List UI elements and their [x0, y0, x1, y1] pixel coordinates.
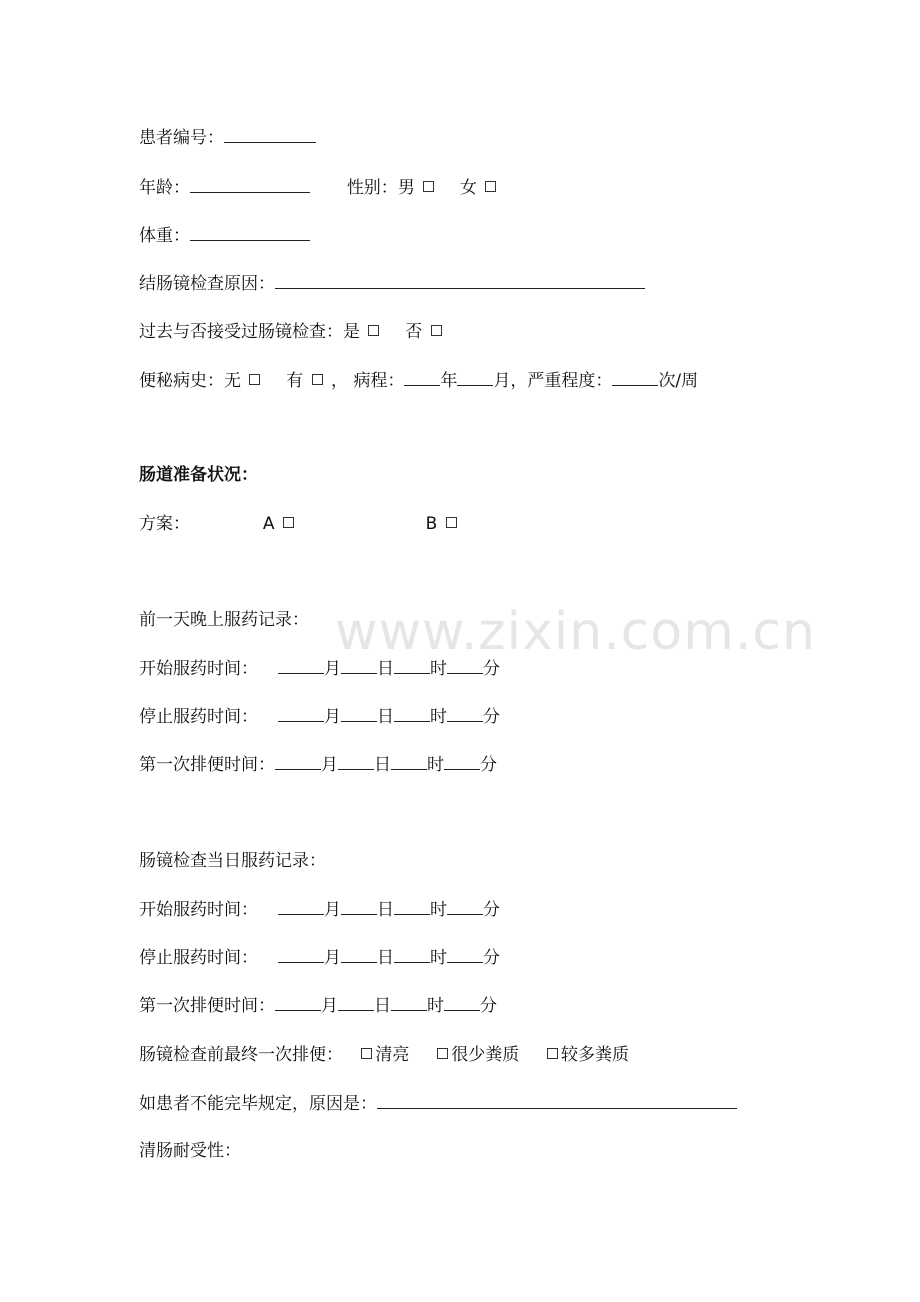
female-checkbox[interactable] [485, 181, 496, 192]
minute-field[interactable] [444, 993, 480, 1011]
hour-field[interactable] [394, 704, 430, 722]
plan-a-checkbox[interactable] [283, 517, 294, 528]
have-label: 有 [286, 371, 304, 391]
month-field[interactable] [275, 993, 321, 1011]
prior-exam-label: 过去与否接受过肠镜检查： [139, 322, 343, 342]
month-unit: 月 [324, 900, 341, 920]
minute-unit: 分 [483, 707, 500, 727]
prior-exam-row [139, 320, 445, 344]
hour-unit: 时 [427, 755, 444, 775]
more-stool-label: 较多粪质 [561, 1045, 630, 1065]
age-sex-row [139, 175, 499, 200]
hour-field[interactable] [394, 945, 430, 963]
hour-field[interactable] [391, 752, 427, 770]
weight-label: 体重： [139, 226, 190, 246]
day-field[interactable] [338, 752, 374, 770]
hour-field[interactable] [394, 897, 430, 915]
minute-field[interactable] [444, 752, 480, 770]
day-unit: 日 [377, 948, 394, 968]
minute-unit: 分 [483, 659, 500, 679]
month-field[interactable] [278, 945, 324, 963]
course-year-field[interactable] [404, 368, 440, 386]
little-stool-label: 很少粪质 [451, 1045, 520, 1065]
minute-unit: 分 [480, 755, 497, 775]
age-field[interactable] [190, 175, 310, 193]
comma: ， [331, 371, 349, 391]
day-field[interactable] [341, 704, 377, 722]
course-month-field[interactable] [457, 368, 493, 386]
day-unit: 日 [377, 707, 394, 727]
month-field[interactable] [278, 704, 324, 722]
month-field[interactable] [278, 897, 324, 915]
prev-stop-row [139, 704, 500, 729]
male-checkbox[interactable] [423, 181, 434, 192]
reason-field[interactable] [275, 271, 645, 289]
hour-unit: 时 [430, 900, 447, 920]
patient-id-label: 患者编号： [139, 128, 224, 148]
start-time-label: 开始服药时间： [139, 659, 258, 679]
clear-label: 清亮 [375, 1045, 410, 1065]
tolerance-label: 清肠耐受性： [139, 1141, 241, 1161]
day-unit: 日 [377, 659, 394, 679]
final-stool-label: 肠镜检查前最终一次排便： [139, 1045, 343, 1065]
plan-b-checkbox[interactable] [446, 517, 457, 528]
plan-a-label: A [262, 514, 275, 534]
severity-label: 月，严重程度： [493, 371, 613, 391]
minute-unit: 分 [483, 948, 500, 968]
sex-label: 性别： [346, 178, 398, 198]
prev-first-stool-row [139, 752, 497, 777]
month-field[interactable] [275, 752, 321, 770]
day-unit: 日 [374, 996, 391, 1016]
weight-row [139, 223, 310, 248]
constipation-label: 便秘病史： [139, 371, 224, 391]
weight-field[interactable] [190, 223, 310, 241]
stop-time-label: 停止服药时间： [139, 948, 258, 968]
female-label: 女 [460, 178, 478, 198]
severity-field[interactable] [612, 368, 658, 386]
day-field[interactable] [341, 656, 377, 674]
exam-stop-row [139, 945, 500, 970]
plan-b-label: B [425, 514, 438, 534]
month-field[interactable] [278, 656, 324, 674]
day-field[interactable] [341, 945, 377, 963]
month-unit: 月 [324, 707, 341, 727]
plan-label: 方案： [139, 514, 190, 534]
little-stool-checkbox[interactable] [437, 1048, 448, 1059]
hour-unit: 时 [430, 659, 447, 679]
incomplete-row [139, 1091, 737, 1116]
patient-id-row [139, 125, 316, 150]
start-time-label: 开始服药时间： [139, 900, 258, 920]
constipation-have-checkbox[interactable] [312, 374, 323, 385]
month-unit: 月 [321, 996, 338, 1016]
exam-first-stool-row [139, 993, 497, 1018]
first-stool-label: 第一次排便时间： [139, 755, 275, 775]
freq-unit: 次/周 [658, 371, 699, 391]
minute-unit: 分 [480, 996, 497, 1016]
incomplete-label: 如患者不能完毕规定，原因是： [139, 1094, 377, 1114]
hour-unit: 时 [430, 707, 447, 727]
prior-no-checkbox[interactable] [431, 325, 442, 336]
clear-checkbox[interactable] [361, 1048, 372, 1059]
minute-unit: 分 [483, 900, 500, 920]
exam-day-heading: 肠镜检查当日服药记录： [139, 851, 326, 871]
month-unit: 月 [324, 948, 341, 968]
day-unit: 日 [377, 900, 394, 920]
hour-unit: 时 [430, 948, 447, 968]
constipation-none-checkbox[interactable] [249, 374, 260, 385]
minute-field[interactable] [447, 945, 483, 963]
prev-night-heading: 前一天晚上服药记录： [139, 610, 309, 630]
day-field[interactable] [338, 993, 374, 1011]
first-stool-label: 第一次排便时间： [139, 996, 275, 1016]
day-unit: 日 [374, 755, 391, 775]
none-label: 无 [224, 371, 241, 391]
yes-label: 是 [343, 322, 360, 342]
day-field[interactable] [341, 897, 377, 915]
prev-start-row [139, 656, 500, 681]
hour-unit: 时 [427, 996, 444, 1016]
minute-field[interactable] [447, 704, 483, 722]
minute-field[interactable] [447, 897, 483, 915]
more-stool-checkbox[interactable] [547, 1048, 558, 1059]
stop-time-label: 停止服药时间： [139, 707, 258, 727]
course-label: 病程： [353, 371, 405, 391]
incomplete-reason-field[interactable] [377, 1091, 737, 1109]
hour-field[interactable] [391, 993, 427, 1011]
prior-yes-checkbox[interactable] [368, 325, 379, 336]
constipation-row [139, 368, 698, 393]
watermark: www.zixin.com.cn [335, 602, 816, 662]
month-unit: 月 [324, 659, 341, 679]
month-unit: 月 [321, 755, 338, 775]
minute-field[interactable] [447, 656, 483, 674]
year-unit: 年 [440, 371, 458, 391]
patient-id-field[interactable] [224, 125, 316, 143]
no-label: 否 [405, 322, 423, 342]
final-stool-row [139, 1043, 629, 1067]
exam-start-row [139, 897, 500, 922]
reason-label: 结肠镜检查原因： [139, 274, 275, 294]
plan-row [139, 512, 460, 536]
age-label: 年龄： [139, 178, 190, 198]
bowel-prep-heading: 肠道准备状况： [139, 465, 258, 485]
hour-field[interactable] [394, 656, 430, 674]
reason-row [139, 271, 645, 296]
male-label: 男 [397, 178, 415, 198]
